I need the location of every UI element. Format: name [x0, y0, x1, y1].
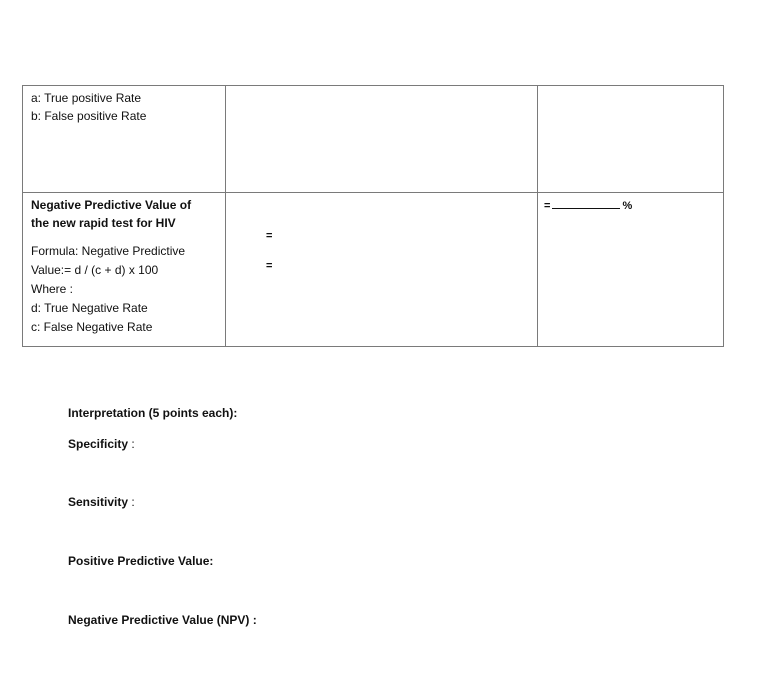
- equals-sign: =: [266, 230, 273, 242]
- criteria-cell: [23, 193, 226, 347]
- calculation-table: [22, 85, 724, 347]
- formula-line-1: Formula: Negative Predictive: [31, 244, 186, 258]
- result-cell: [538, 193, 724, 347]
- where-label: Where :: [31, 282, 74, 296]
- npv-title-line-2: the new rapid test for HIV: [31, 216, 176, 230]
- interpretation-specificity: Specificity :: [68, 437, 135, 451]
- result-cell: [538, 86, 724, 193]
- result-equals: =: [544, 200, 551, 212]
- interpretation-sensitivity: Sensitivity :: [68, 495, 135, 509]
- interpretation-ppv: Positive Predictive Value:: [68, 554, 214, 568]
- percent-sign: %: [622, 200, 633, 212]
- definition-c: c: False Negative Rate: [31, 320, 153, 334]
- definition-d: d: True Negative Rate: [31, 301, 148, 315]
- calculation-cell: [226, 193, 538, 347]
- interpretation-npv: Negative Predictive Value (NPV) :: [68, 613, 257, 627]
- answer-blank[interactable]: [552, 200, 620, 209]
- definition-a: a: True positive Rate: [31, 91, 142, 105]
- formula-line-2: Value:= d / (c + d) x 100: [31, 263, 159, 277]
- table-row: [23, 193, 724, 347]
- calculation-cell: [226, 86, 538, 193]
- definition-b: b: False positive Rate: [31, 109, 147, 123]
- table-row: [23, 86, 724, 193]
- criteria-cell: [23, 86, 226, 193]
- interpretation-heading: Interpretation (5 points each):: [68, 406, 238, 420]
- equals-sign: =: [266, 260, 273, 272]
- npv-title-line-1: Negative Predictive Value of: [31, 198, 192, 212]
